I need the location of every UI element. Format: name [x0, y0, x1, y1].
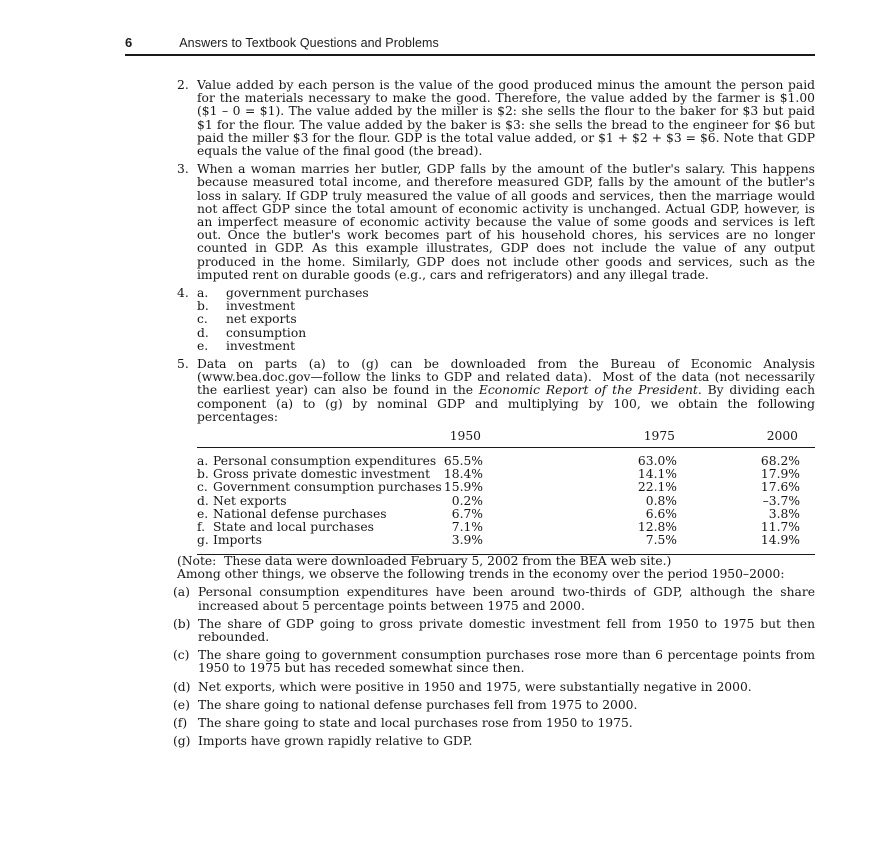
- row-letter: e.: [197, 506, 209, 521]
- value-1950: 18.4%: [443, 467, 483, 482]
- row-letter: a.: [197, 454, 209, 469]
- table-row: [197, 534, 815, 555]
- trend-item-e: [173, 697, 815, 712]
- trend-label: (a): [173, 585, 190, 600]
- answer-item-2: [177, 79, 815, 158]
- item-number: 3.: [177, 162, 189, 177]
- answer-text-segment: . By dividing each component (a) to (g) by nominal GDP and multiplying by 100, we obtain the following percentages:: [197, 383, 815, 424]
- value-1950: 3.9%: [451, 532, 483, 547]
- row-name: National defense purchases: [213, 506, 387, 521]
- value-1975: 63.0%: [637, 454, 677, 469]
- table-row: [197, 448, 815, 469]
- trends-intro: Among other things, we observe the following trends in the economy over the period 1950–2000:: [177, 567, 785, 582]
- value-1950: 6.7%: [451, 506, 483, 521]
- row-name: Imports: [213, 532, 262, 547]
- table-row: [197, 481, 815, 494]
- trend-text: The share going to state and local purchases rose from 1950 to 1975.: [198, 715, 633, 730]
- answer-text: When a woman marries her butler, GDP falls by the amount of the butler's salary. This happens because measured total income, and therefore measured GDP, falls by the amount of the butler's loss in salary. If GDP truly measured the value of all goods and services, then the marriage would not affect GDP since the total amount of economic activity is unchanged. Actual GDP, however, is an imperfect measure of economic activity because the value of some goods and services is left out. Once the butler's work becomes part of his household chores, his services are no longer counted in GDP. As this example illustrates, GDP does not include the value of any output produced in the home. Similarly, GDP does not include other goods and services, such as the imputed rent on durable goods (e.g., cars and refrigerators) and any illegal trade.: [197, 162, 815, 282]
- value-1950: 65.5%: [443, 454, 483, 469]
- value-1975: 7.5%: [645, 532, 677, 547]
- table-header-row: [197, 430, 815, 448]
- row-label-cell: [197, 448, 437, 469]
- value-2000: 14.9%: [760, 532, 800, 547]
- value-1975: 22.1%: [637, 480, 677, 495]
- header-title: Answers to Textbook Questions and Problems: [179, 36, 439, 50]
- trend-label: (f): [173, 715, 188, 730]
- trend-item-b: [173, 616, 815, 644]
- value-2000: –3.7%: [762, 493, 800, 508]
- sub-item-label: a.: [197, 286, 209, 301]
- year-column-header: 1950: [377, 430, 483, 448]
- answers-sublist: [197, 287, 815, 353]
- value-1975: 14.1%: [637, 467, 677, 482]
- trend-item-d: [173, 679, 815, 694]
- answer-text: Value added by each person is the value of the good produced minus the amount the person paid for the materials necessary to make the good. Therefore, the value added by the farmer is $1.00 ($1 – 0 = $1). The value added by the miller is $2: she sells the flour to the baker for $3 but paid $1 for the flour. The value added by the baker is $3: she sells the bread to the engineer for $6 but paid the miller $3 for the flour. GDP is the total value added, or $1 + $2 + $3 = $6. Note that GDP equals the value of the final good (the bread).: [197, 78, 815, 159]
- trend-item-g: [173, 734, 815, 749]
- value-2000: 68.2%: [760, 454, 800, 469]
- trend-item-c: [173, 648, 815, 676]
- row-name: Government consumption purchases: [213, 480, 442, 495]
- value-1950: 0.2%: [451, 493, 483, 508]
- item-number: 2.: [177, 78, 189, 92]
- value-1950: 15.9%: [443, 480, 483, 495]
- value-2000: 3.8%: [768, 506, 800, 521]
- gdp-shares-table: [197, 430, 815, 555]
- table-corner-cell: [197, 430, 377, 448]
- table-row: [197, 521, 815, 534]
- page-header: [125, 35, 815, 50]
- sub-item: [197, 340, 815, 353]
- answer-item-5: [177, 358, 815, 424]
- trend-text: The share going to government consumption purchases rose more than 6 percentage points from 1950 to 1975 but has receded somewhat since then.: [198, 648, 815, 676]
- page-number: 6: [125, 35, 133, 50]
- italic-title: Economic Report of the President: [478, 383, 698, 398]
- row-letter: d.: [197, 493, 209, 508]
- sub-item-label: e.: [197, 338, 209, 353]
- trend-label: (c): [173, 648, 190, 663]
- sub-item-label: c.: [197, 312, 208, 327]
- trend-label: (d): [173, 679, 191, 694]
- trend-item-f: [173, 715, 815, 730]
- row-letter: c.: [197, 480, 208, 495]
- value-2000: 11.7%: [760, 519, 800, 534]
- sub-item-text: investment: [226, 338, 296, 353]
- value-2000: 17.6%: [760, 480, 800, 495]
- row-letter: b.: [197, 467, 209, 482]
- trend-item-a: [173, 585, 815, 613]
- year-column-header: 1975: [483, 430, 677, 448]
- row-letter: g.: [197, 532, 209, 547]
- row-name: Net exports: [213, 493, 287, 508]
- sub-item-label: d.: [197, 325, 209, 340]
- trend-label: (e): [173, 697, 190, 712]
- row-name: State and local purchases: [213, 519, 374, 534]
- value-1975: 12.8%: [637, 519, 677, 534]
- sub-item-text: consumption: [226, 325, 307, 340]
- item-number: 4.: [177, 286, 189, 301]
- sub-item: [197, 313, 815, 326]
- row-name: Gross private domestic investment: [213, 467, 431, 482]
- trend-text: The share going to national defense purchases fell from 1975 to 2000.: [198, 697, 638, 712]
- table-note: (Note: These data were downloaded February 5, 2002 from the BEA web site.): [177, 553, 672, 568]
- row-name: Personal consumption expenditures: [213, 454, 437, 469]
- sub-item-text: government purchases: [226, 286, 369, 301]
- value-1975: 0.8%: [645, 493, 677, 508]
- year-column-header: 2000: [677, 430, 815, 448]
- row-label-cell: [197, 534, 377, 555]
- trend-label: (b): [173, 616, 191, 631]
- trend-text: Net exports, which were positive in 1950 and 1975, were substantially negative in 2000.: [198, 679, 752, 694]
- sub-item-text: net exports: [226, 312, 297, 327]
- row-letter: f.: [197, 519, 206, 534]
- answer-item-3: [177, 163, 815, 282]
- answer-item-4: [177, 287, 815, 353]
- value-1975: 6.6%: [645, 506, 677, 521]
- trend-text: Imports have grown rapidly relative to GDP.: [198, 734, 473, 749]
- sub-item: [197, 327, 815, 340]
- item-number: 5.: [177, 357, 189, 372]
- trend-label: (g): [173, 734, 191, 749]
- trend-text: The share of GDP going to gross private domestic investment fell from 1950 to 1975 but then rebounded.: [198, 616, 815, 644]
- header-rule: [125, 54, 815, 56]
- value-2000: 17.9%: [760, 467, 800, 482]
- answer-text: [197, 358, 815, 424]
- trend-text: Personal consumption expenditures have been around two-thirds of GDP, although the share increased about 5 percentage points between 1975 and 2000.: [198, 585, 815, 613]
- value-1950: 7.1%: [451, 519, 483, 534]
- answer-text-segment: Data on parts (a) to (g) can be downloaded from the Bureau of Economic Analysis (www.bea.doc.gov—follow the links to GDP and related data). Most of the data (not necessarily the earliest year) can also be found in the: [197, 357, 815, 398]
- answers-content: [173, 78, 815, 749]
- sub-item-label: b.: [197, 299, 209, 314]
- sub-item-text: investment: [226, 299, 296, 314]
